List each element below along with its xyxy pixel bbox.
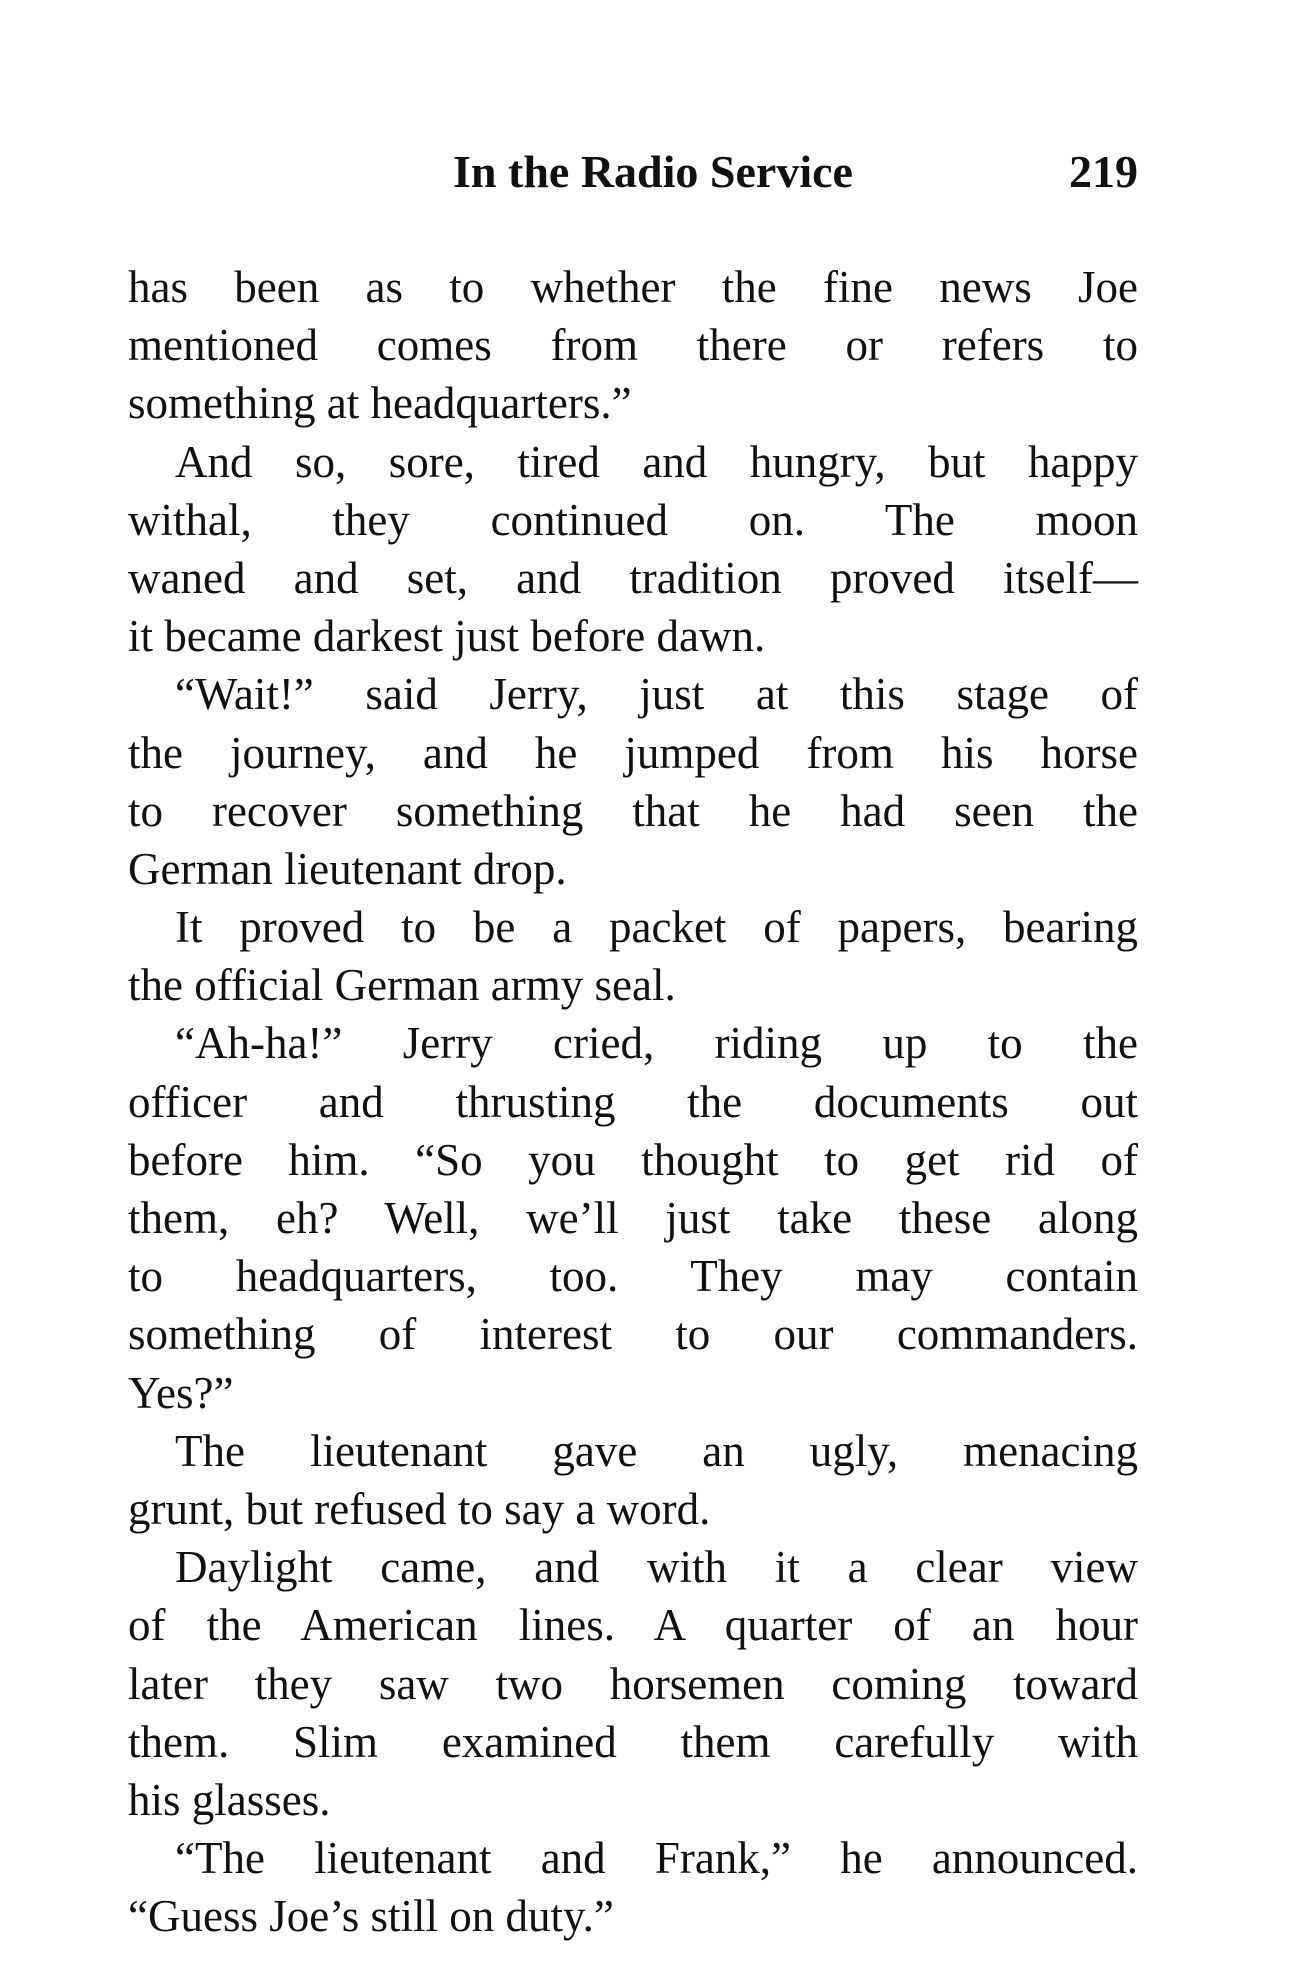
- text-line: mentioned comes from there or refers to: [128, 320, 1138, 371]
- text-line: Yes?”: [128, 1367, 234, 1418]
- running-title: In the Radio Service: [453, 146, 853, 197]
- text-line: his glasses.: [128, 1774, 331, 1825]
- text-line: “The lieutenant and Frank,” he announced.: [175, 1833, 1138, 1884]
- text-line: before him. “So you thought to get rid of: [128, 1134, 1138, 1185]
- text-line: the journey, and he jumped from his horse: [128, 727, 1138, 778]
- page-number: 219: [1069, 146, 1138, 197]
- paragraph: [128, 258, 1138, 433]
- paragraph: [128, 1829, 1138, 1945]
- text-line: officer and thrusting the documents out: [128, 1076, 1138, 1127]
- text-line: them, eh? Well, we’ll just take these along: [128, 1193, 1138, 1243]
- text-line: to recover something that he had seen the: [128, 785, 1138, 836]
- text-line: withal, they continued on. The moon: [128, 494, 1138, 545]
- paragraph: [128, 1538, 1138, 1829]
- paragraph: [128, 1014, 1138, 1421]
- paragraph: [128, 665, 1138, 898]
- paragraph: [128, 433, 1138, 666]
- text-line: something at headquarters.”: [128, 378, 632, 429]
- text-line: of the American lines. A quarter of an hour: [128, 1600, 1138, 1651]
- text-line: Daylight came, and with it a clear view: [175, 1542, 1138, 1593]
- text-line: “Ah-ha!” Jerry cried, riding up to the: [175, 1018, 1138, 1069]
- text-line: And so, sore, tired and hungry, but happy: [175, 436, 1138, 487]
- paragraph: [128, 1422, 1138, 1538]
- text-line: “Wait!” said Jerry, just at this stage of: [175, 669, 1138, 720]
- text-line: them. Slim examined them carefully with: [128, 1716, 1138, 1767]
- text-line: It proved to be a packet of papers, bearing: [175, 902, 1138, 953]
- running-header: [128, 145, 1138, 201]
- text-line: German lieutenant drop.: [128, 843, 567, 894]
- text-line: has been as to whether the fine news Joe: [128, 262, 1138, 312]
- paragraph: [128, 898, 1138, 1014]
- text-line: “Guess Joe’s still on duty.”: [128, 1891, 614, 1942]
- text-line: to headquarters, too. They may contain: [128, 1251, 1138, 1302]
- text-line: The lieutenant gave an ugly, menacing: [175, 1425, 1138, 1476]
- text-line: it became darkest just before dawn.: [128, 611, 766, 662]
- text-line: later they saw two horsemen coming toward: [128, 1658, 1138, 1709]
- body-text: [128, 258, 1138, 1945]
- text-line: something of interest to our commanders.: [128, 1309, 1138, 1360]
- text-line: waned and set, and tradition proved itself—: [128, 552, 1138, 603]
- text-line: grunt, but refused to say a word.: [128, 1483, 711, 1534]
- text-line: the official German army seal.: [128, 960, 676, 1011]
